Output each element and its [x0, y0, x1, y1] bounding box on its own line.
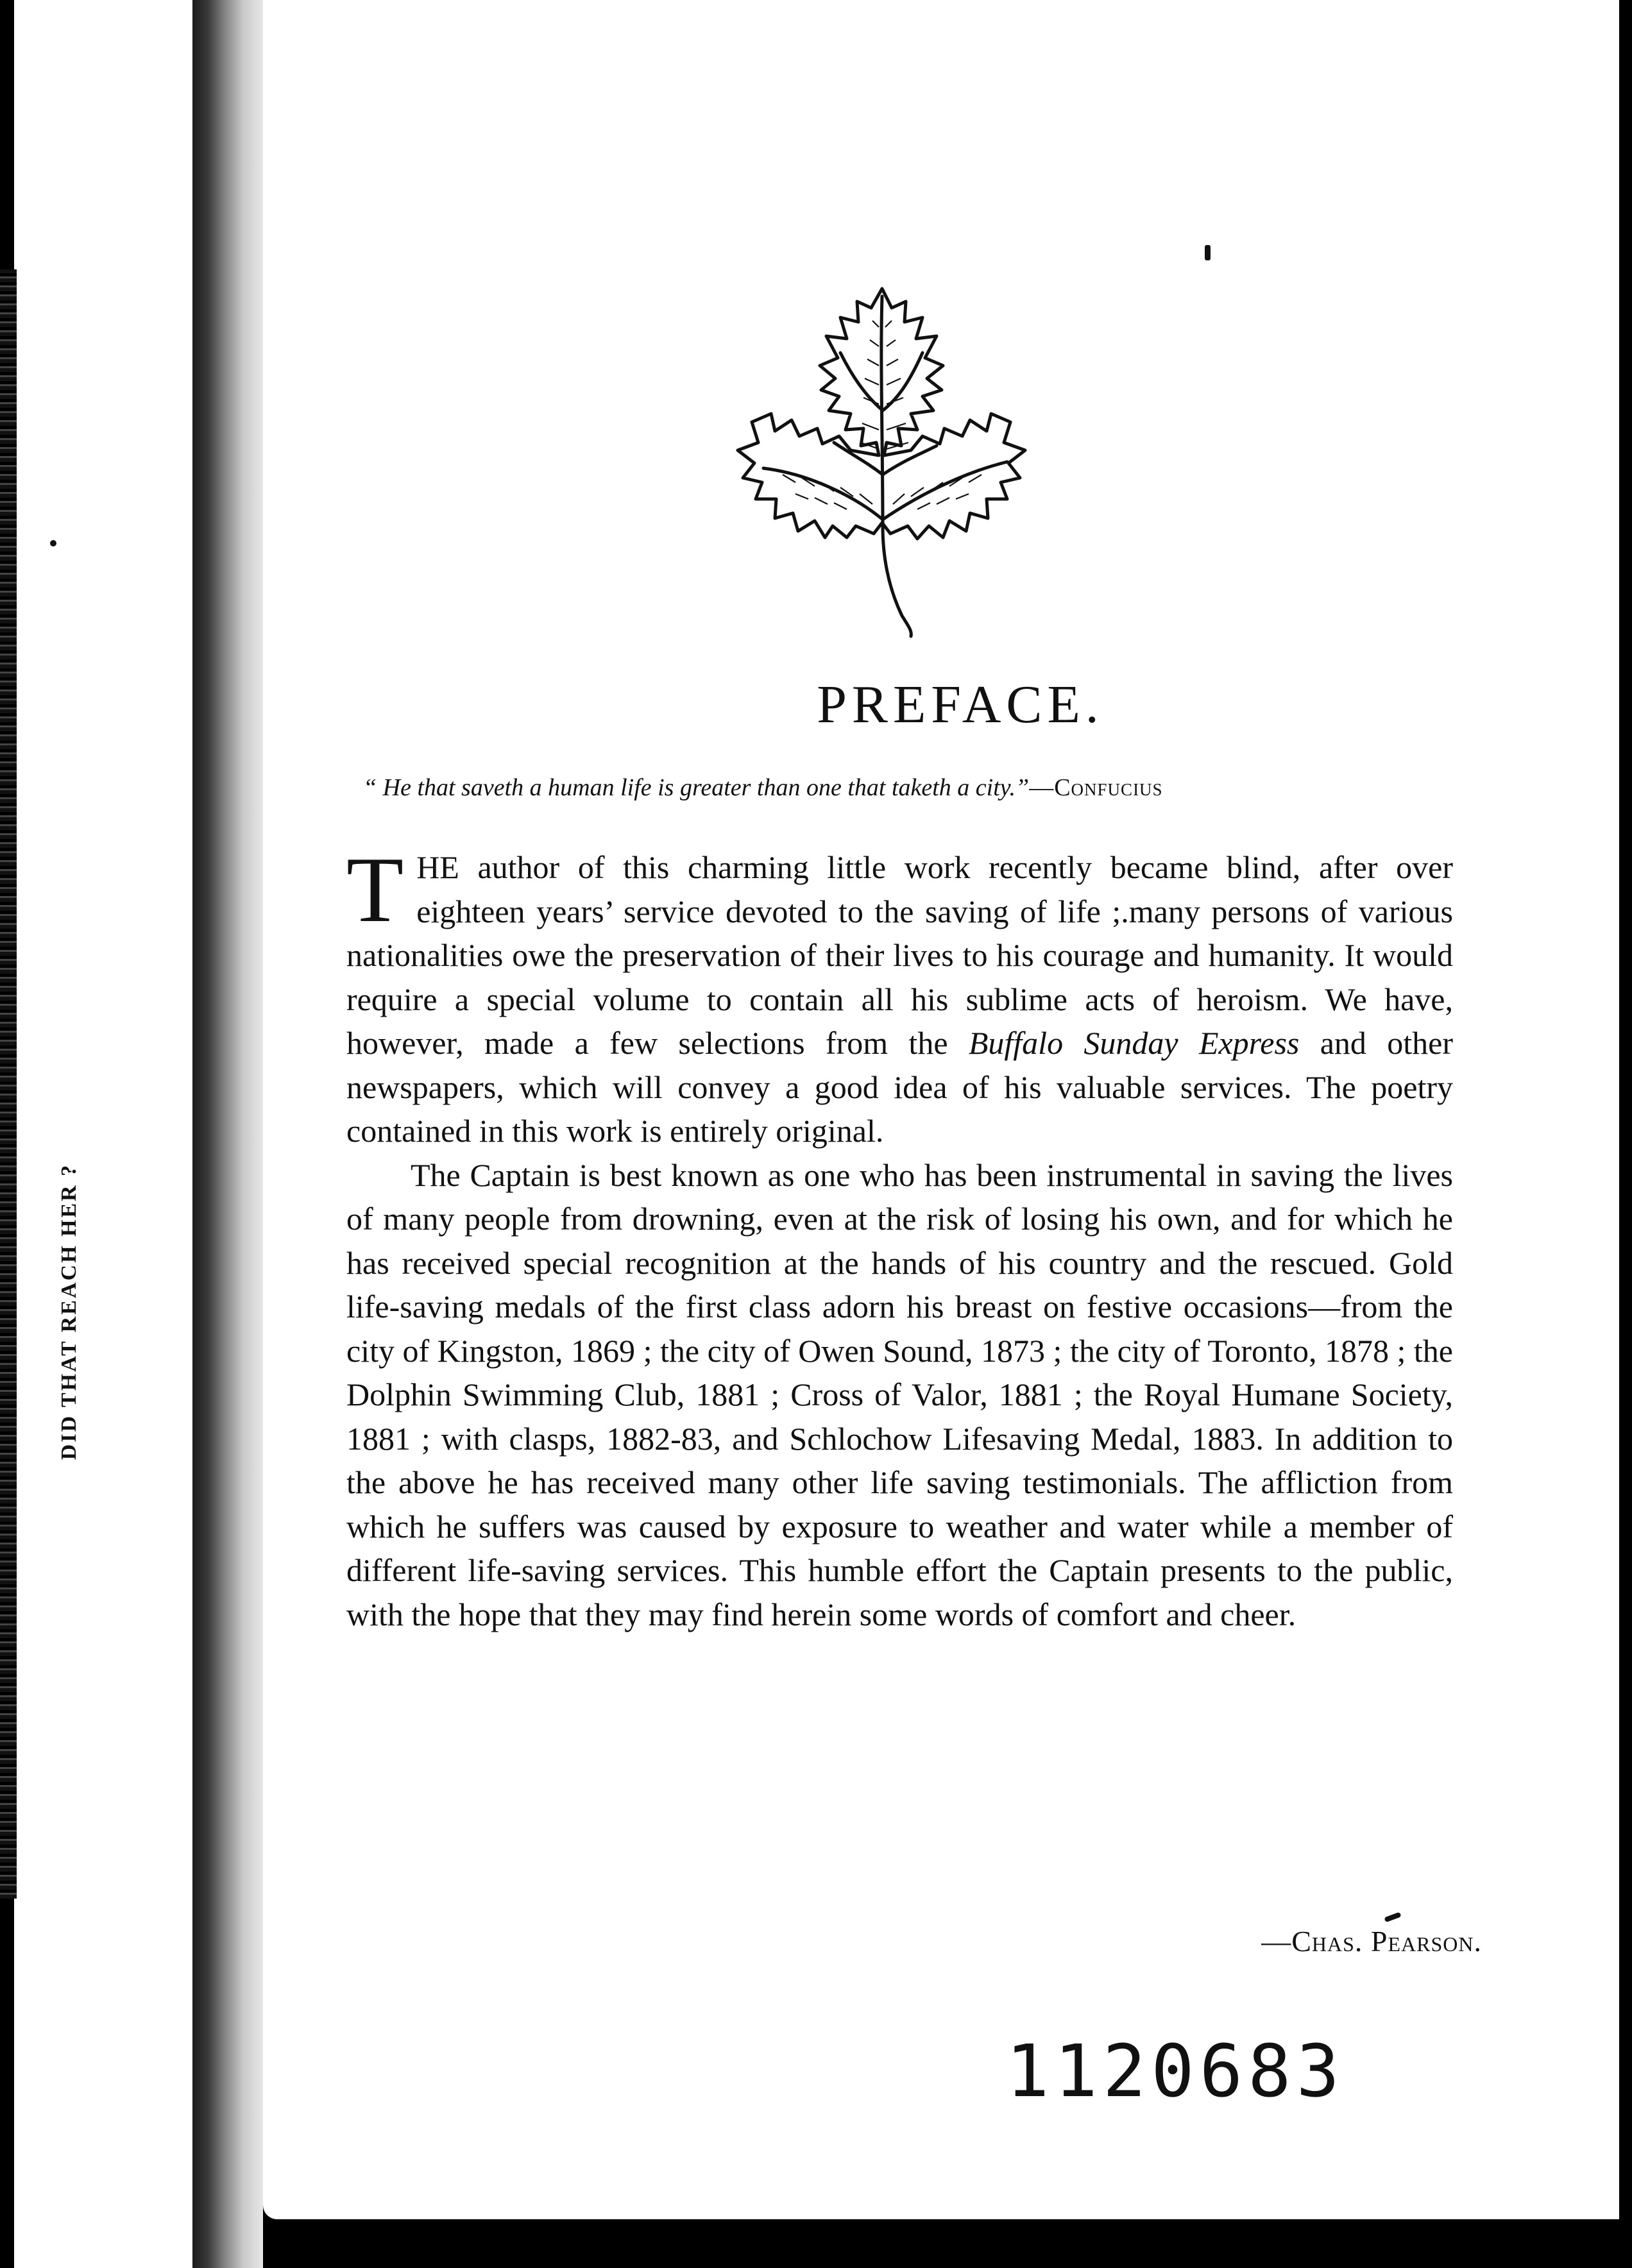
facing-page-caption: DID THAT REACH HER ?: [57, 1163, 81, 1460]
epigraph-attribution: —Confucius: [1029, 774, 1163, 801]
preface-body: [346, 838, 1453, 1636]
drop-cap: T: [346, 838, 404, 942]
epigraph: [363, 774, 1486, 802]
epigraph-quote: “ He that saveth a human life is greater than one that taketh a city.”: [363, 774, 1030, 801]
ink-speck: [1384, 1912, 1401, 1922]
ink-speck: [1205, 245, 1211, 260]
page-title: PREFACE.: [817, 675, 1104, 734]
maple-leaf-icon: [718, 282, 1039, 641]
ink-speck: [50, 540, 56, 546]
paragraph-1: [346, 838, 1453, 1153]
newspaper-title: Buffalo Sunday Express: [968, 1025, 1300, 1061]
paragraph-2: The Captain is best known as one who has been instrumental in saving the lives of many people from drowning, even at the risk of losing his own, and for which he has received special recognition at the hands of his country and the rescued. Gold life-saving medals of the first class adorn his breast on festive occasions—from the city of Kingston, 1869 ; the city of Owen Sound, 1873 ; the city of Toronto, 1878 ; the Dolphin Swimming Club, 1881 ; Cross of Valor, 1881 ; the Royal Humane Society, 1881 ; with clasps, 1882-83, and Schlochow Lifesaving Medal, 1883. In addition to the above he has received many other life saving testimonials. The affliction from which he suffers was caused by exposure to weather and water while a member of different life-saving services. This humble effort the Captain presents to the public, with the hope that they may find herein some words of comfort and cheer.: [346, 1156, 1453, 1632]
paragraph-1-text-end: and other newspapers, which will convey a good idea of his valuable services. The poetry contained in this work is entirely original.: [346, 1025, 1453, 1149]
book-gutter: [192, 0, 263, 2268]
facing-page-engraving: [0, 269, 17, 1899]
facing-page: [0, 0, 192, 2268]
signature: —Chas. Pearson.: [1261, 1925, 1482, 1958]
catalog-number: 1120683: [1006, 2030, 1345, 2113]
paragraph-1-text-start: HE author of this charming little work recently became blind, after over eighteen years’ service devoted to the saving of life ;.many persons of various nationalities owe the preservation of their lives to his courage and humanity. It would require a special volume to contain all his sublime acts of heroism. We have, however, made a few selections from the: [346, 849, 1453, 1061]
preface-page: [263, 0, 1619, 2219]
